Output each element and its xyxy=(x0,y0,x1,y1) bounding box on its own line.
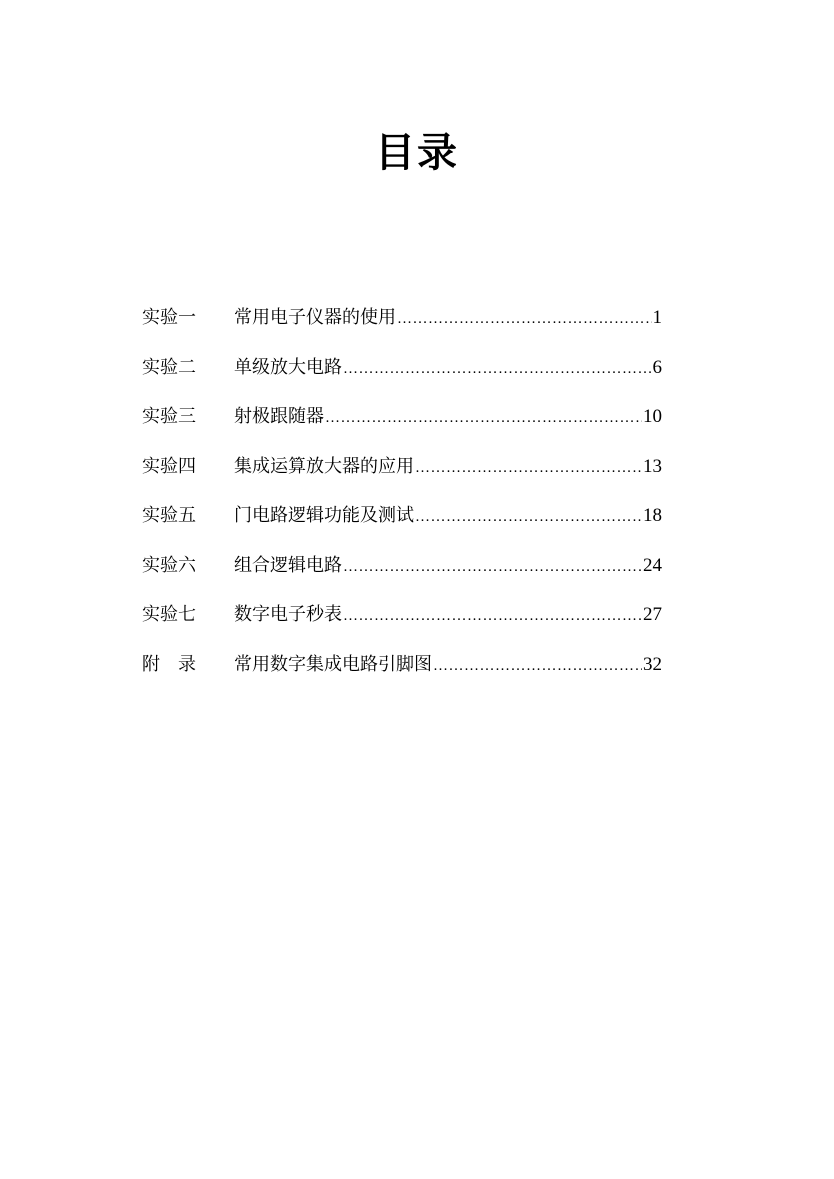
toc-dot-leader xyxy=(415,450,642,486)
toc-entry-page: 18 xyxy=(643,505,662,526)
table-of-contents xyxy=(142,300,662,696)
toc-dot-leader xyxy=(397,301,652,337)
toc-entry-label: 实验六 xyxy=(142,554,196,576)
toc-dot-leader xyxy=(343,351,652,387)
toc-dot-leader xyxy=(325,400,642,436)
toc-entry[interactable] xyxy=(142,449,662,499)
toc-entry-label: 实验一 xyxy=(142,307,196,328)
toc-entry-title: 集成运算放大器的应用 xyxy=(234,455,414,477)
toc-entry-label: 实验五 xyxy=(142,505,196,526)
toc-entry-page: 32 xyxy=(643,653,662,675)
toc-entry-label: 实验二 xyxy=(142,356,196,378)
toc-entry-label: 附 录 xyxy=(142,653,196,675)
toc-entry[interactable] xyxy=(142,647,662,697)
toc-entry-title: 门电路逻辑功能及测试 xyxy=(234,505,414,526)
toc-entry-page: 27 xyxy=(643,604,662,625)
toc-entry-label: 实验七 xyxy=(142,604,196,625)
toc-entry-page: 13 xyxy=(643,455,662,477)
toc-entry-title: 射极跟随器 xyxy=(234,406,324,427)
toc-entry-title: 数字电子秒表 xyxy=(234,604,342,625)
toc-dot-leader xyxy=(415,499,642,535)
toc-entry-label: 实验四 xyxy=(142,455,196,477)
toc-entry-title: 常用数字集成电路引脚图 xyxy=(234,653,432,675)
toc-entry-title: 组合逻辑电路 xyxy=(234,554,342,576)
page-title: 目录 xyxy=(375,130,459,176)
toc-entry[interactable] xyxy=(142,300,662,350)
toc-entry[interactable] xyxy=(142,498,662,548)
toc-dot-leader xyxy=(343,598,642,634)
toc-entry[interactable] xyxy=(142,350,662,400)
toc-entry-page: 10 xyxy=(643,406,662,427)
toc-entry[interactable] xyxy=(142,548,662,598)
toc-entry-title: 单级放大电路 xyxy=(234,356,342,378)
toc-entry[interactable] xyxy=(142,399,662,449)
toc-dot-leader xyxy=(343,549,642,585)
toc-entry-label: 实验三 xyxy=(142,406,196,427)
toc-dot-leader xyxy=(433,648,642,684)
toc-entry-page: 1 xyxy=(652,307,662,328)
toc-entry[interactable] xyxy=(142,597,662,647)
toc-entry-title: 常用电子仪器的使用 xyxy=(234,307,396,328)
toc-entry-page: 6 xyxy=(652,356,662,378)
toc-entry-page: 24 xyxy=(643,554,662,576)
